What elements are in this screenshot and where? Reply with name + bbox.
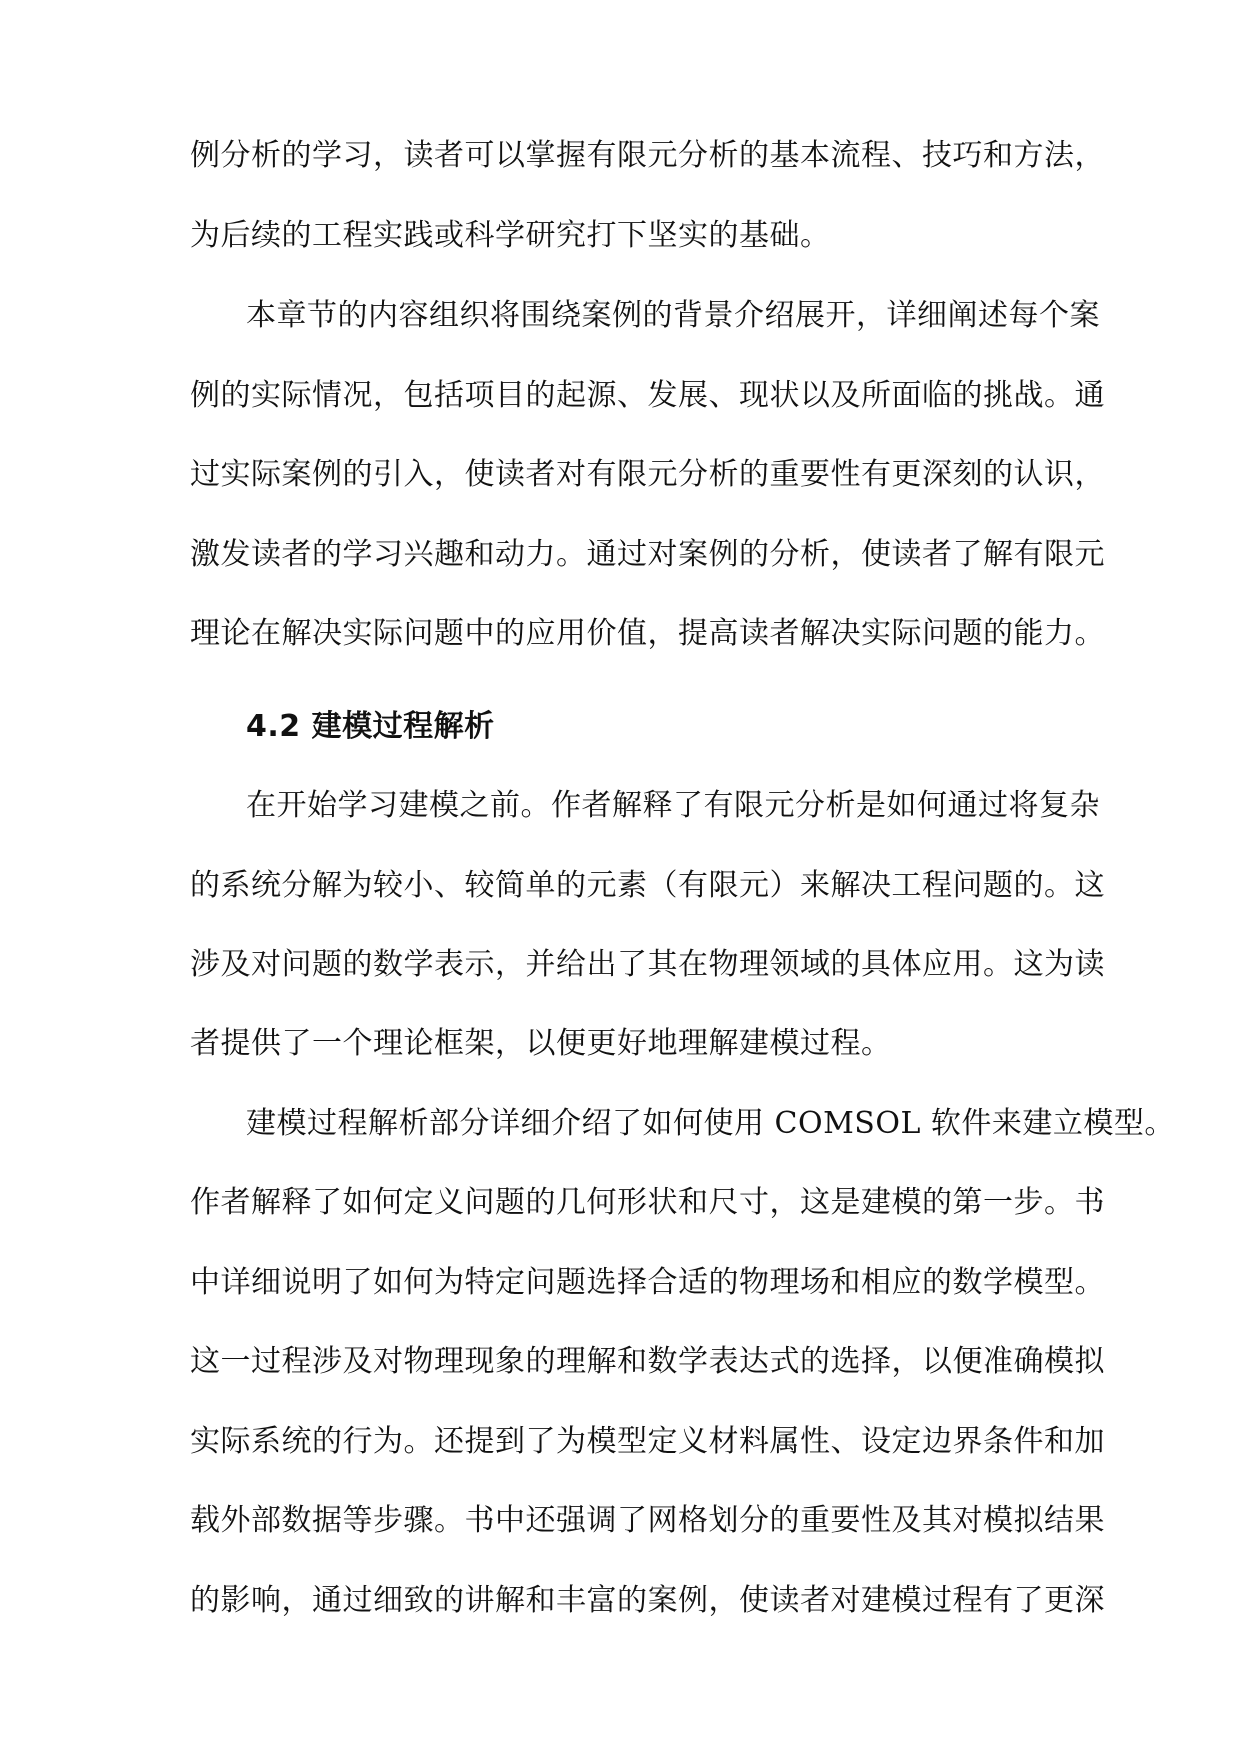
paragraph-line: 理论在解决实际问题中的应用价值，提高读者解决实际问题的能力。: [190, 616, 1105, 651]
paragraph-line: 为后续的工程实践或科学研究打下坚实的基础。: [190, 218, 831, 253]
paragraph-line: 实际系统的行为。还提到了为模型定义材料属性、设定边界条件和加: [190, 1424, 1105, 1459]
paragraph-line: 例分析的学习，读者可以掌握有限元分析的基本流程、技巧和方法，: [190, 138, 1105, 173]
paragraph-line: 在开始学习建模之前。作者解释了有限元分析是如何通过将复杂: [246, 788, 1100, 823]
paragraph-line: 本章节的内容组织将围绕案例的背景介绍展开，详细阐述每个案: [246, 298, 1100, 333]
paragraph-line: 过实际案例的引入，使读者对有限元分析的重要性有更深刻的认识，: [190, 457, 1105, 492]
paragraph-line: 这一过程涉及对物理现象的理解和数学表达式的选择，以便准确模拟: [190, 1344, 1105, 1379]
paragraph-line: 的影响，通过细致的讲解和丰富的案例，使读者对建模过程有了更深: [190, 1583, 1105, 1618]
paragraph-line: 作者解释了如何定义问题的几何形状和尺寸，这是建模的第一步。书: [190, 1185, 1105, 1220]
paragraph-line: 例的实际情况，包括项目的起源、发展、现状以及所面临的挑战。通: [190, 378, 1105, 413]
paragraph-line: 涉及对问题的数学表示，并给出了其在物理领域的具体应用。这为读: [190, 947, 1105, 982]
paragraph-line: 者提供了一个理论框架，以便更好地理解建模过程。: [190, 1026, 892, 1061]
section-heading: 4.2 建模过程解析: [246, 709, 495, 744]
paragraph-line: 载外部数据等步骤。书中还强调了网格划分的重要性及其对模拟结果: [190, 1503, 1105, 1538]
paragraph-line: 的系统分解为较小、较简单的元素（有限元）来解决工程问题的。这: [190, 868, 1105, 903]
paragraph-line: 建模过程解析部分详细介绍了如何使用 COMSOL 软件来建立模型。: [246, 1106, 1175, 1141]
paragraph-line: 中详细说明了如何为特定问题选择合适的物理场和相应的数学模型。: [190, 1265, 1105, 1300]
paragraph-line: 激发读者的学习兴趣和动力。通过对案例的分析，使读者了解有限元: [190, 537, 1105, 572]
